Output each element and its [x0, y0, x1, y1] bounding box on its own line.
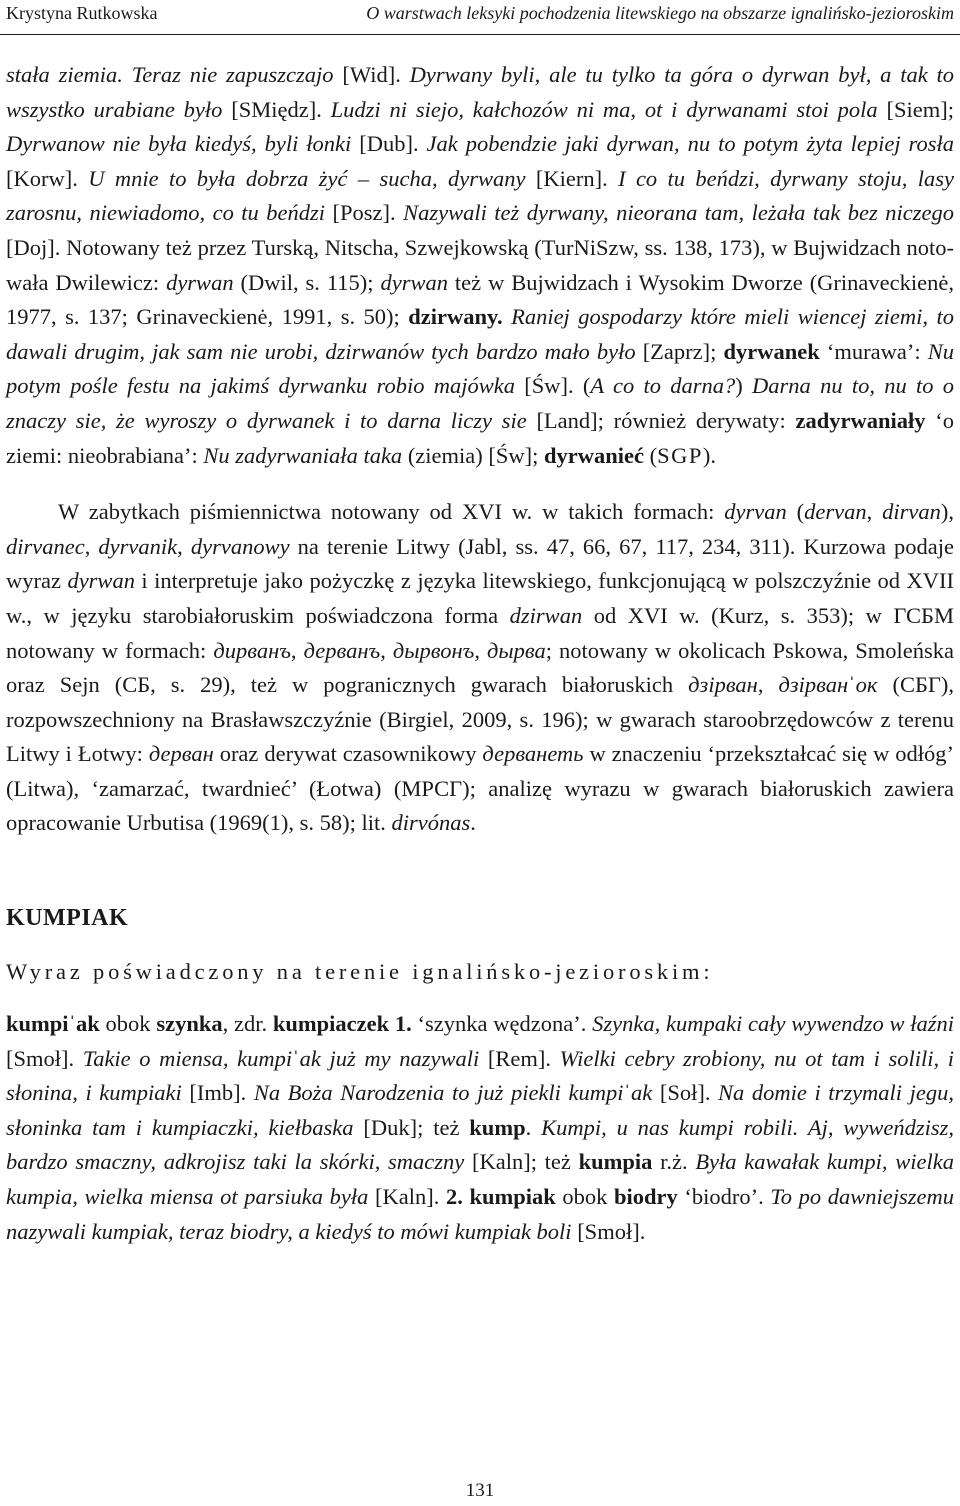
bold-term: kumpiˈak: [6, 1011, 100, 1037]
bold-term: dyrwanieć: [544, 442, 645, 468]
text-run: (: [644, 442, 658, 468]
italic-run: dyrwan: [67, 568, 135, 594]
text-run: [Rem].: [487, 1045, 560, 1071]
paragraph-dyrwan-quotes: [6, 58, 954, 473]
italic-run: dyrwan: [166, 269, 234, 295]
page-number: 131: [465, 1480, 495, 1501]
text-run: w znaczeniu ‘przekształcać się w odłóg’ (Litwa), ‘zamarzać, twardnieć’ (Łotwa) (МРСГ); analizę wyrazu w gwarach białoruskich zawiera opracowanie Urbutisa (1969(1), s. 58); lit.: [6, 741, 954, 836]
italic-run: dyrwan: [380, 269, 448, 295]
text-run: i interpretuje jako pożyczkę z języka litewskiego, funkcjonującą w polszczyźnie od XVII w., w języku starobiałoruskim poświadczona forma: [6, 568, 955, 628]
text-run: [Wid].: [342, 62, 410, 87]
text-run: [Soł].: [659, 1080, 719, 1106]
text-run: .: [525, 1114, 542, 1140]
text-run: ‘szynka wędzona’.: [411, 1011, 593, 1037]
italic-run: Takie o miensa, kumpiˈak już my nazywali: [82, 1045, 488, 1071]
header-rule: [0, 34, 960, 35]
text-run: [Duk]; też: [363, 1114, 470, 1140]
text-run: [Św]. (: [524, 373, 591, 399]
bold-term: kumpia: [578, 1149, 653, 1175]
italic-run: Nu zadyrwaniała taka: [203, 442, 403, 468]
text-run: [Kaln]; też: [472, 1149, 579, 1175]
text-run: [Posz].: [332, 200, 404, 226]
italic-run: Była kawałak kumpi, wielka kumpia, wielka miensa ot parsiuka była: [6, 1149, 954, 1210]
italic-run: dirvan: [882, 499, 941, 525]
text-run: ,: [866, 499, 883, 525]
text-run: [Kaln].: [375, 1184, 446, 1210]
italic-run: Na Boża Narodzenia to już piekli kumpiˈak: [253, 1080, 660, 1106]
italic-run: Nu potym pośle festu na jakimś dyrwanku robio majówka: [6, 338, 954, 399]
italic-run: Wielki cebry zrobiony, nu ot tam i solili, i słonina, i kumpiaki: [6, 1045, 954, 1106]
text-run: ˈ: [848, 672, 856, 698]
bold-term: biodry: [614, 1184, 678, 1210]
italic-run: Dyrwany byli, ale tu tylko ta góra o dyrwan był, a tak to wszystko urabiane było: [6, 62, 955, 122]
italic-run: Jak pobendzie jaki dyrwan, nu to potym żyta lepiej rosła: [426, 131, 954, 157]
entry-subheading: Wyraz poświadczony na terenie ignalińsko-jezioroskim:: [6, 959, 714, 985]
italic-run: dyrvanowy: [190, 533, 290, 559]
bold-term: dyrwanek: [723, 338, 820, 364]
text-run: [Korw].: [6, 165, 89, 191]
header-author: Krystyna Rutkowska: [6, 3, 158, 23]
text-run: ‘o ziemi: nieobrabiana’:: [6, 407, 954, 468]
text-run: ,: [290, 637, 304, 663]
text-run: (: [786, 499, 805, 525]
text-run: [Imb].: [189, 1080, 254, 1106]
paragraph-dyrwan-etymology: [6, 495, 954, 841]
text-run: ‘biodro’.: [677, 1184, 771, 1210]
text-run: też w Bujwidzach i Wysokim Dworze (Grinaveckienė, 1977, s. 137; Grinaveckienė, 1991, s. 50);: [6, 269, 954, 330]
text-run: ): [735, 373, 753, 399]
text-run: W zabytkach piśmiennictwa notowany od XVI w. w takich formach:: [58, 499, 725, 525]
text-run: ,: [84, 533, 99, 559]
text-run: obok: [555, 1184, 614, 1210]
italic-run: ок: [855, 672, 878, 698]
text-run: na terenie Litwy (Jabl, ss. 47, 66, 67, 117, 234, 311). Kurzowa podaje wyraz: [6, 533, 954, 594]
text-run: ,: [474, 637, 487, 663]
body-text: [6, 58, 954, 1249]
italic-run: дерванеть: [482, 741, 584, 767]
text-run: , zdr.: [222, 1011, 273, 1037]
text-run: [503, 304, 511, 329]
italic-run: дзiрван: [778, 672, 849, 698]
italic-run: Na domie i trzymali jegu, słoninka tam i kumpiaczki, kiełbaska: [6, 1080, 955, 1140]
italic-run: Raniej gospodarzy które mieli wiencej ziemi, to dawali drugim, jak sam nie urobi, dzirwanów tych bardzo mało było: [6, 304, 955, 364]
text-run: ,: [177, 533, 191, 559]
italic-run: дерванъ: [303, 637, 381, 663]
text-run: (ziemia) [Św];: [402, 442, 545, 468]
text-run: oraz derywat czasownikowy: [213, 741, 483, 767]
italic-run: stała ziemia. Teraz nie zapuszczajo: [6, 62, 343, 87]
italic-run: Darna nu to, nu to o znaczy sie, że wyroszy o dyrwanek i to darna liczy sie: [6, 373, 955, 433]
text-run: [Dub].: [359, 131, 427, 157]
text-run: ).: [702, 442, 717, 468]
text-run: [Land]; również derywaty:: [536, 407, 796, 433]
running-header: [6, 0, 954, 30]
text-run: ),: [940, 499, 955, 525]
italic-run: dirvónas: [391, 810, 471, 836]
italic-run: Dyrwanow nie była kiedyś, byli łonki: [6, 131, 360, 157]
paragraph-kumpiak-entry: [6, 1007, 954, 1249]
text-run: od XVI w. (Kurz, s. 353); w ГСБМ notowany w formach:: [6, 602, 954, 663]
text-run: [Doj]. Notowany też przez Turską, Nitscha, Szwejkowską (TurNiSzw, ss. 138, 173), w Bujwidzach notowała Dwilewicz:: [6, 234, 954, 295]
bold-term: kumpiaczek 1.: [272, 1011, 412, 1037]
text-run: [Smoł].: [577, 1218, 646, 1244]
text-run: [Smoł].: [6, 1045, 83, 1071]
text-run: [Siem];: [886, 96, 954, 122]
italic-run: dzirwan: [509, 602, 583, 628]
italic-run: dyrvan: [724, 499, 787, 525]
bold-term: zadyrwaniały: [795, 407, 926, 433]
text-run: (СБГ), rozpowszechniony na Brasławszczyźnie (Birgiel, 2009, s. 196); w gwarach staroobrzędowców z terenu Litwy i Łotwy:: [6, 672, 955, 767]
text-run: ‘murawa’:: [819, 338, 928, 364]
text-run: obok: [99, 1011, 157, 1037]
header-title: O warstwach leksyki pochodzenia litewskiego na obszarze ignalińsko-jezioroskim: [366, 3, 954, 23]
text-run: ,: [380, 637, 393, 663]
italic-run: дырвонъ: [392, 637, 475, 663]
italic-run: U mnie to była dobrza żyć – sucha, dyrwany: [88, 165, 536, 191]
italic-run: дерван: [148, 741, 214, 767]
text-run: (Dwil, s. 115);: [233, 269, 381, 295]
entry-heading: KUMPIAK: [6, 905, 129, 932]
italic-run: Szynka, kumpaki cały wywendzo w łaźni: [592, 1011, 954, 1037]
italic-run: dyrvanik: [98, 533, 178, 559]
text-run: [Zaprz];: [642, 338, 724, 364]
italic-run: I co tu beńdzi, dyrwany stoju, lasy zarosnu, niewiadomo, co tu beńdzi: [6, 165, 954, 226]
italic-run: A co to darna?: [590, 373, 736, 399]
text-run: [Kiern].: [535, 165, 619, 191]
text-run: SGP: [657, 442, 703, 468]
bold-term: szynka: [156, 1011, 223, 1037]
text-run: ; notowany w okolicach Pskowa, Smoleńska oraz Sejn (СБ, s. 29), też w pogranicznych gwarach białoruskich: [6, 637, 955, 698]
italic-run: Ludzi ni siejo, kałchozów ni ma, ot i dyrwanami stoi pola: [330, 96, 887, 122]
italic-run: дырва: [486, 637, 546, 663]
italic-run: Nazywali też dyrwany, nieorana tam, leżała tak bez niczego: [403, 200, 954, 226]
text-run: ,: [757, 672, 779, 698]
bold-term: dzirwany.: [408, 304, 503, 330]
italic-run: To po dawniejszemu nazywali kumpiak, teraz biodry, a kiedyś to mówi kumpiak boli: [6, 1184, 955, 1244]
bold-term: kump: [469, 1114, 526, 1140]
text-run: .: [470, 810, 476, 836]
italic-run: Kumpi, u nas kumpi robili. Aj, wyweńdzisz, bardzo smaczny, adkrojisz taki la skórki, smaczny: [6, 1114, 954, 1175]
text-run: [SMiędz].: [231, 96, 331, 122]
italic-run: dirvanec: [6, 533, 85, 559]
italic-run: дирванъ: [213, 637, 291, 663]
bold-term: 2. kumpiak: [445, 1184, 556, 1210]
text-run: r.ż.: [652, 1149, 696, 1175]
italic-run: dervan: [804, 499, 867, 525]
italic-run: дзiрван: [688, 672, 758, 698]
